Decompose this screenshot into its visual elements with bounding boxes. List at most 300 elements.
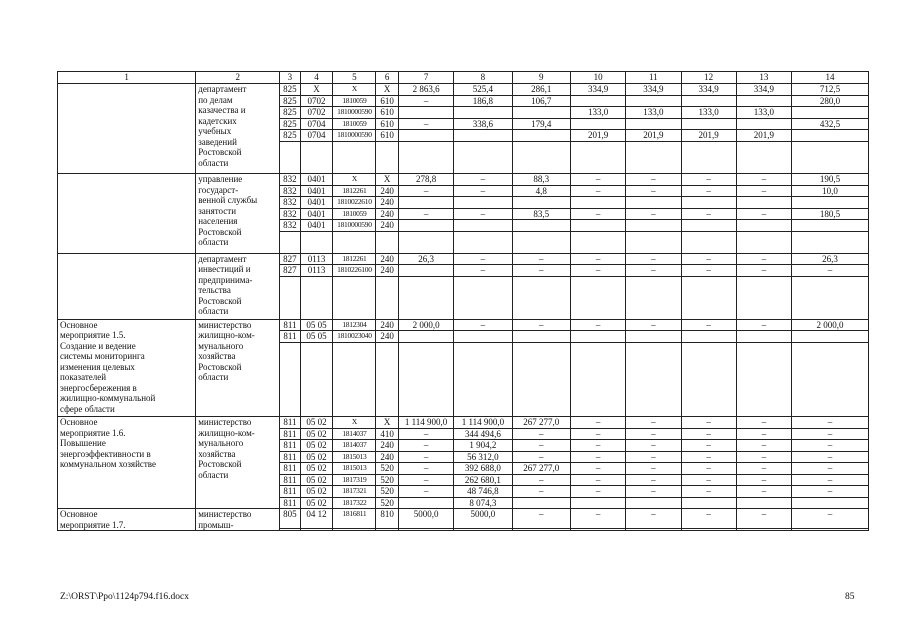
executor-line: хозяйства [198, 351, 236, 361]
value-cell: 334,9 [570, 84, 625, 96]
value-cell: 0704 [300, 130, 333, 142]
value-cell: – [626, 428, 681, 440]
empty-cell [681, 141, 736, 174]
value-cell: – [681, 440, 736, 452]
value-cell: 240 [376, 265, 399, 277]
value-cell: 286,1 [512, 84, 570, 96]
value-cell [626, 331, 681, 343]
value-cell: 811 [280, 497, 300, 509]
empty-cell [736, 231, 791, 253]
value-cell: 267 277,0 [512, 417, 570, 429]
value-cell: – [626, 174, 681, 186]
value-cell [626, 497, 681, 509]
executor-line: министерство [198, 417, 252, 427]
measure-cell [58, 509, 196, 531]
empty-cell [626, 342, 681, 417]
executor-line: области [198, 469, 229, 480]
value-cell: – [570, 265, 625, 277]
value-cell: – [570, 509, 625, 529]
executor-line: занятости [198, 205, 237, 216]
empty-cell [626, 141, 681, 174]
measure-line: Основное [60, 417, 98, 427]
value-cell: 26,3 [792, 253, 869, 265]
value-cell: – [736, 428, 791, 440]
value-cell [376, 529, 399, 531]
empty-cell [376, 231, 399, 253]
value-cell: – [570, 486, 625, 498]
value-cell: – [570, 463, 625, 475]
value-cell: 1 114 900,0 [454, 417, 512, 429]
value-cell [570, 331, 625, 343]
executor-line: области [198, 306, 229, 316]
table-row [58, 509, 869, 529]
empty-cell [398, 342, 453, 417]
value-cell: 432,5 [792, 118, 869, 130]
value-cell: – [736, 440, 791, 452]
value-cell: 1810022610 [333, 197, 376, 209]
value-cell: Х [333, 174, 376, 186]
value-cell: 240 [376, 197, 399, 209]
executor-cell [196, 417, 280, 509]
measure-line: коммунальном хозяйстве [60, 459, 156, 469]
empty-cell [280, 276, 300, 319]
value-cell: 827 [280, 253, 300, 265]
value-cell: 1810059 [333, 118, 376, 130]
value-cell: – [681, 417, 736, 429]
value-cell: 180,5 [792, 208, 869, 220]
value-cell: 5000,0 [398, 509, 453, 529]
value-cell: – [736, 185, 791, 197]
value-cell: – [736, 463, 791, 475]
value-cell: 0704 [300, 118, 333, 130]
value-cell: 334,9 [736, 84, 791, 96]
value-cell: 133,0 [626, 107, 681, 119]
value-cell [681, 331, 736, 343]
value-cell: Х [300, 84, 333, 96]
measure-cell [58, 319, 196, 417]
value-cell: 1812304 [333, 319, 376, 331]
empty-cell [792, 276, 869, 319]
value-cell: 825 [280, 118, 300, 130]
value-cell: – [626, 474, 681, 486]
value-cell [736, 331, 791, 343]
value-cell [792, 197, 869, 209]
page-number: 85 [845, 592, 855, 602]
value-cell: 811 [280, 319, 300, 331]
value-cell: 1817322 [333, 497, 376, 509]
value-cell: 2 863,6 [398, 84, 453, 96]
value-cell: – [626, 185, 681, 197]
value-cell [512, 497, 570, 509]
empty-cell [398, 276, 453, 319]
value-cell: – [736, 174, 791, 186]
empty-cell [300, 342, 333, 417]
measure-line: Основное [60, 509, 98, 519]
executor-line: жилищно-ком- [198, 330, 255, 340]
value-cell: – [626, 509, 681, 529]
value-cell: 520 [376, 497, 399, 509]
value-cell: 825 [280, 130, 300, 142]
value-cell [681, 497, 736, 509]
value-cell: 392 688,0 [454, 463, 512, 475]
value-cell: – [398, 428, 453, 440]
empty-cell [512, 231, 570, 253]
empty-cell [454, 342, 512, 417]
executor-line: казачества и [198, 105, 246, 115]
header-cell: 6 [376, 72, 399, 84]
value-cell [736, 220, 791, 232]
executor-line: Ростовской [198, 147, 242, 157]
value-cell: 1810000590 [333, 107, 376, 119]
value-cell [736, 118, 791, 130]
value-cell: 88,3 [512, 174, 570, 186]
value-cell: 832 [280, 220, 300, 232]
value-cell: 1816811 [333, 509, 376, 529]
empty-cell [570, 231, 625, 253]
measure-line: системы мониторинга [60, 351, 145, 361]
value-cell: 1815013 [333, 463, 376, 475]
executor-cell [196, 509, 280, 531]
value-cell: 05 02 [300, 474, 333, 486]
empty-cell [398, 231, 453, 253]
value-cell: Х [376, 84, 399, 96]
value-cell: – [626, 451, 681, 463]
empty-cell [512, 141, 570, 174]
header-cell: 1 [58, 72, 196, 84]
value-cell: – [626, 417, 681, 429]
executor-line: области [198, 372, 229, 382]
header-cell: 14 [792, 72, 869, 84]
value-cell: – [398, 208, 453, 220]
value-cell: 56 312,0 [454, 451, 512, 463]
value-cell: 810 [376, 509, 399, 529]
empty-cell [792, 342, 869, 417]
measure-line: Основное [60, 319, 98, 330]
value-cell: – [681, 265, 736, 277]
value-cell [454, 130, 512, 142]
executor-line: населения [198, 216, 238, 226]
header-cell: 12 [681, 72, 736, 84]
value-cell: – [681, 208, 736, 220]
value-cell [792, 497, 869, 509]
executor-line: заведений [198, 136, 237, 147]
value-cell: – [736, 509, 791, 529]
value-cell: 186,8 [454, 95, 512, 107]
empty-cell [376, 141, 399, 174]
executor-cell [196, 84, 280, 174]
value-cell: 1810226100 [333, 265, 376, 277]
value-cell: – [398, 440, 453, 452]
value-cell: 133,0 [570, 107, 625, 119]
value-cell: 240 [376, 208, 399, 220]
value-cell: 0702 [300, 95, 333, 107]
executor-line: инвестиций и [198, 264, 251, 274]
value-cell: 201,9 [736, 130, 791, 142]
empty-cell [333, 231, 376, 253]
measure-cell [58, 417, 196, 509]
value-cell: – [454, 319, 512, 331]
executor-line: управление [198, 174, 243, 184]
executor-line: департамент [198, 253, 247, 264]
value-cell: – [454, 253, 512, 265]
executor-line: министерство [198, 319, 252, 330]
value-cell [512, 220, 570, 232]
value-cell: 240 [376, 253, 399, 265]
value-cell: 1810059 [333, 208, 376, 220]
executor-line: кадетских [198, 115, 237, 126]
value-cell: – [792, 428, 869, 440]
value-cell: 832 [280, 197, 300, 209]
header-cell: 13 [736, 72, 791, 84]
value-cell: – [626, 265, 681, 277]
value-cell [570, 529, 625, 531]
value-cell: – [681, 319, 736, 331]
value-cell [792, 220, 869, 232]
value-cell: – [570, 174, 625, 186]
value-cell: 179,4 [512, 118, 570, 130]
value-cell: – [736, 451, 791, 463]
value-cell: 05 02 [300, 497, 333, 509]
empty-cell [681, 342, 736, 417]
empty-cell [376, 342, 399, 417]
value-cell: 133,0 [736, 107, 791, 119]
value-cell: – [736, 253, 791, 265]
value-cell: 05 02 [300, 428, 333, 440]
value-cell: 811 [280, 417, 300, 429]
header-cell: 3 [280, 72, 300, 84]
executor-line: Ростовской [198, 459, 242, 469]
empty-cell [736, 276, 791, 319]
value-cell [398, 107, 453, 119]
value-cell [454, 107, 512, 119]
value-cell [454, 529, 512, 531]
executor-line: предпринима- [198, 274, 253, 285]
value-cell [570, 197, 625, 209]
value-cell: – [792, 451, 869, 463]
value-cell: 05 02 [300, 417, 333, 429]
value-cell: 1810000590 [333, 220, 376, 232]
value-cell: 811 [280, 451, 300, 463]
value-cell: 0113 [300, 253, 333, 265]
value-cell: 133,0 [681, 107, 736, 119]
value-cell [626, 197, 681, 209]
value-cell: 1817319 [333, 474, 376, 486]
measure-cell [58, 174, 196, 254]
value-cell: – [398, 463, 453, 475]
empty-cell [300, 141, 333, 174]
value-cell [681, 220, 736, 232]
empty-cell [736, 141, 791, 174]
value-cell [570, 118, 625, 130]
value-cell: – [512, 428, 570, 440]
value-cell [792, 130, 869, 142]
value-cell: 832 [280, 185, 300, 197]
value-cell: 1817321 [333, 486, 376, 498]
value-cell: – [681, 463, 736, 475]
value-cell: – [681, 174, 736, 186]
value-cell [736, 529, 791, 531]
value-cell: – [681, 253, 736, 265]
value-cell: 1 904,2 [454, 440, 512, 452]
measure-line: энергоэффективности в [60, 448, 151, 459]
executor-line: Ростовской [198, 295, 242, 306]
executor-line: Ростовской [198, 361, 242, 372]
value-cell: 2 000,0 [398, 319, 453, 331]
value-cell: 344 494,6 [454, 428, 512, 440]
table-row [58, 174, 869, 186]
value-cell: 1814037 [333, 440, 376, 452]
header-cell: 4 [300, 72, 333, 84]
value-cell: 334,9 [626, 84, 681, 96]
value-cell: – [736, 486, 791, 498]
value-cell: 0401 [300, 197, 333, 209]
value-cell: – [626, 253, 681, 265]
value-cell: 1815013 [333, 451, 376, 463]
value-cell: 10,0 [792, 185, 869, 197]
empty-cell [454, 231, 512, 253]
value-cell [398, 529, 453, 531]
value-cell: – [570, 253, 625, 265]
value-cell: – [626, 319, 681, 331]
value-cell: – [512, 509, 570, 529]
value-cell: – [681, 428, 736, 440]
value-cell: – [736, 208, 791, 220]
value-cell: 0401 [300, 208, 333, 220]
value-cell: – [398, 118, 453, 130]
value-cell: 0401 [300, 174, 333, 186]
value-cell: – [512, 451, 570, 463]
value-cell: – [398, 95, 453, 107]
executor-line: венной службы [198, 195, 258, 205]
value-cell: – [570, 185, 625, 197]
value-cell: – [626, 208, 681, 220]
value-cell: – [570, 417, 625, 429]
value-cell: – [512, 474, 570, 486]
value-cell: – [626, 440, 681, 452]
value-cell: – [792, 463, 869, 475]
measure-line: жилищно-коммунальной [60, 393, 156, 403]
value-cell: – [398, 486, 453, 498]
value-cell: 805 [280, 509, 300, 529]
value-cell [512, 529, 570, 531]
value-cell: – [736, 265, 791, 277]
value-cell [736, 497, 791, 509]
executor-line: департамент [198, 84, 247, 94]
measure-line: сфере области [60, 403, 115, 414]
empty-cell [681, 276, 736, 319]
value-cell [398, 265, 453, 277]
measure-line: изменения целевых [60, 361, 135, 372]
value-cell [736, 197, 791, 209]
empty-cell [792, 141, 869, 174]
value-cell: – [454, 265, 512, 277]
value-cell: – [736, 474, 791, 486]
table-row [58, 84, 869, 96]
header-cell: 5 [333, 72, 376, 84]
executor-line: области [198, 157, 229, 168]
measure-line: мероприятие 1.6. [60, 427, 126, 438]
measure-line: показателей [60, 372, 107, 382]
value-cell: 1810059 [333, 95, 376, 107]
value-cell: – [570, 208, 625, 220]
value-cell: – [570, 474, 625, 486]
value-cell: – [454, 174, 512, 186]
header-cell: 2 [196, 72, 280, 84]
empty-cell [280, 342, 300, 417]
value-cell: 410 [376, 428, 399, 440]
executor-line: по делам [198, 94, 233, 105]
value-cell: 278,8 [398, 174, 453, 186]
empty-cell [626, 276, 681, 319]
executor-cell [196, 253, 280, 319]
value-cell: – [626, 486, 681, 498]
table-row [58, 417, 869, 429]
value-cell: 520 [376, 474, 399, 486]
value-cell: 48 746,8 [454, 486, 512, 498]
executor-line: жилищно-ком- [198, 427, 255, 438]
value-cell: 190,5 [792, 174, 869, 186]
empty-cell [333, 141, 376, 174]
value-cell: – [570, 440, 625, 452]
value-cell: 2 000,0 [792, 319, 869, 331]
value-cell: 201,9 [681, 130, 736, 142]
measure-cell [58, 84, 196, 174]
measure-cell [58, 253, 196, 319]
table-row [58, 319, 869, 331]
value-cell: – [792, 486, 869, 498]
header-cell: 10 [570, 72, 625, 84]
measure-line: Создание и ведение [60, 340, 136, 351]
value-cell [454, 197, 512, 209]
value-cell: 1810000590 [333, 130, 376, 142]
value-cell: 8 074,3 [454, 497, 512, 509]
value-cell: 811 [280, 331, 300, 343]
empty-cell [280, 141, 300, 174]
value-cell: – [398, 451, 453, 463]
value-cell: 825 [280, 95, 300, 107]
value-cell [280, 529, 300, 531]
value-cell [398, 497, 453, 509]
value-cell: 05 02 [300, 463, 333, 475]
empty-cell [792, 231, 869, 253]
value-cell: 1810023040 [333, 331, 376, 343]
value-cell [626, 118, 681, 130]
executor-line: хозяйства [198, 448, 236, 459]
value-cell: 1 114 900,0 [398, 417, 453, 429]
value-cell: 0401 [300, 185, 333, 197]
value-cell: – [512, 265, 570, 277]
value-cell: 811 [280, 486, 300, 498]
empty-cell [454, 141, 512, 174]
value-cell [512, 130, 570, 142]
empty-cell [512, 276, 570, 319]
empty-cell [512, 342, 570, 417]
value-cell: – [454, 208, 512, 220]
empty-cell [280, 231, 300, 253]
value-cell: – [792, 440, 869, 452]
value-cell: 610 [376, 95, 399, 107]
value-cell [626, 529, 681, 531]
value-cell [454, 220, 512, 232]
empty-cell [376, 276, 399, 319]
value-cell [398, 197, 453, 209]
value-cell: 520 [376, 486, 399, 498]
value-cell: 240 [376, 331, 399, 343]
value-cell: 832 [280, 174, 300, 186]
measure-line: энергосбережения в [60, 382, 137, 393]
executor-line: учебных [198, 126, 232, 136]
value-cell: 05 02 [300, 440, 333, 452]
